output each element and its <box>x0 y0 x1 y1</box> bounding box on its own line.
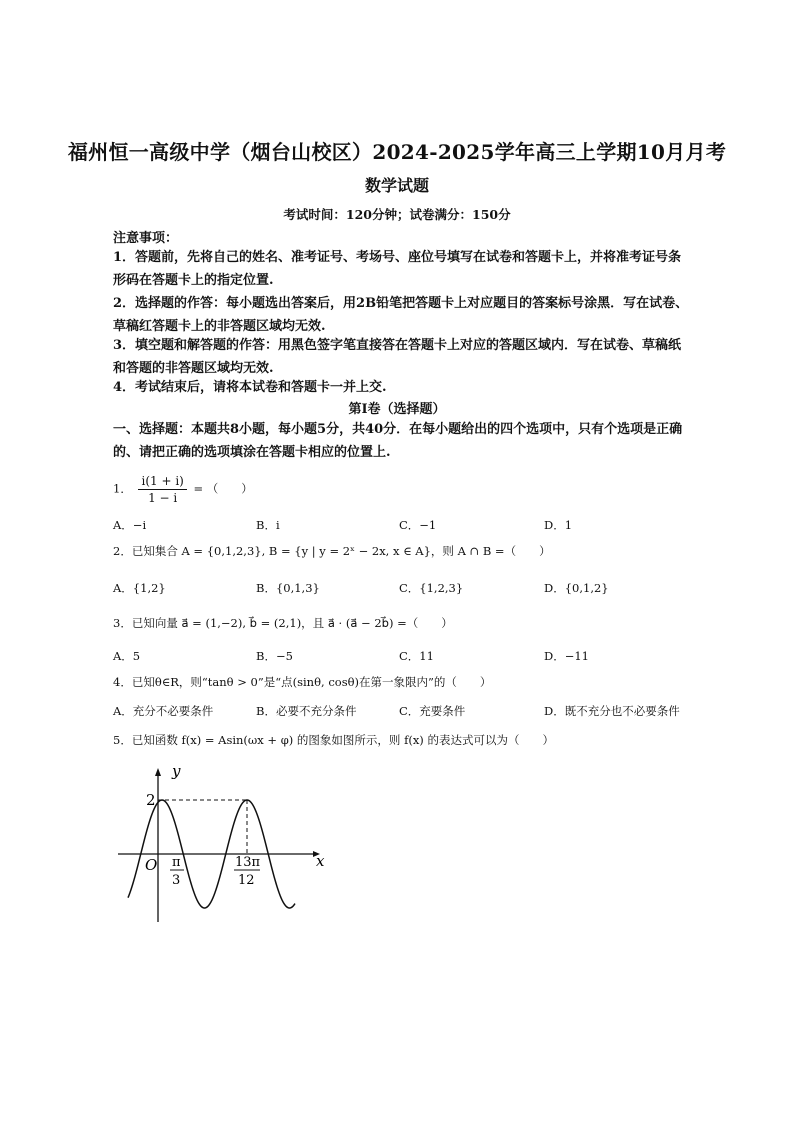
note-item: 3．填空题和解答题的作答：用黑色签字笔直接答在答题卡上对应的答题区域内．写在试卷、草稿纸和答题的非答题区域均无效. <box>113 338 682 376</box>
notes-heading: 注意事项： <box>113 231 179 246</box>
q3-option-d: D．−11 <box>544 649 589 663</box>
question-1 <box>113 474 253 505</box>
q1-fraction <box>138 474 186 505</box>
q1-numerator: i(1 + i) <box>138 474 186 490</box>
note-item: 1．答题前，先将自己的姓名、准考证号、考场号、座位号填写在试卷和答题卡上，并将准考证号条形码在答题卡上的指定位置. <box>113 250 682 288</box>
q4-option-c: C．充要条件 <box>399 704 466 718</box>
pi-over-3-denominator: 3 <box>172 873 181 888</box>
q1-tail: = （ ） <box>193 481 253 496</box>
note-item: 2．选择题的作答：每小题选出答案后，用2B铅笔把答题卡上对应题目的答案标号涂黑．写在试卷、草稿红答题卡上的非答题区域均无效. <box>113 296 689 334</box>
exam-subtitle: 数学试题 <box>364 176 429 195</box>
q4-option-b: B．必要不充分条件 <box>256 704 357 718</box>
q3-option-c: C．11 <box>399 649 434 663</box>
q4-option-d: D．既不充分也不必要条件 <box>544 704 680 718</box>
section-heading: 第Ⅰ卷（选择题） <box>348 402 446 417</box>
y-axis-label: y <box>172 762 181 780</box>
q1-option-d: D．1 <box>544 518 573 532</box>
q1-option-c: C．−1 <box>399 518 437 532</box>
q4-option-a: A．充分不必要条件 <box>113 704 214 718</box>
y-axis-arrow-icon <box>155 768 161 776</box>
exam-info: 考试时间：120分钟；试卷满分：150分 <box>283 207 511 222</box>
x-axis-label: x <box>316 852 325 870</box>
question-5: 5．已知函数 f(x) = Asin(ωx + φ) 的图象如图所示，则 f(x) 的表达式可以为（ ） <box>113 733 554 747</box>
question-3: 3．已知向量 a⃗ = (1,−2), b⃗ = (2,1)，且 a⃗ · (a⃗ − 2b⃗) =（ ） <box>113 616 453 630</box>
question-2: 2．已知集合 A = {0,1,2,3}, B = {y | y = 2ˣ − 2x, x ∈ A}，则 A ∩ B =（ ） <box>113 544 551 558</box>
q1-option-a: A．−i <box>113 518 147 532</box>
note-item: 4．考试结束后，请将本试卷和答题卡一并上交. <box>113 380 387 395</box>
q1-option-b: B．i <box>256 518 280 532</box>
question-4: 4．已知θ∈R，则“tanθ > 0”是“点(sinθ, cosθ)在第一象限内”的（ ） <box>113 675 492 689</box>
q2-option-d: D．{0,1,2} <box>544 581 609 595</box>
q1-denominator: 1 − i <box>148 491 178 505</box>
13pi-over-12-numerator: 13π <box>235 855 261 870</box>
q3-option-a: A．5 <box>113 649 141 663</box>
q1-number: 1． <box>113 481 132 496</box>
13pi-over-12-denominator: 12 <box>238 873 255 888</box>
q2-option-a: A．{1,2} <box>113 581 166 595</box>
section-intro: 一、选择题：本题共8小题，每小题5分，共40分．在每小题给出的四个选项中，只有个选项是正确的、请把正确的选项填涂在答题卡相应的位置上. <box>113 422 683 460</box>
q2-option-c: C．{1,2,3} <box>399 581 464 595</box>
pi-over-3-numerator: π <box>172 855 181 870</box>
q2-option-b: B．{0,1,3} <box>256 581 320 595</box>
max-value-label: 2 <box>146 791 156 809</box>
origin-label: O <box>145 856 158 874</box>
q3-option-b: B．−5 <box>256 649 293 663</box>
sine-graph-figure <box>110 762 330 927</box>
exam-title: 福州恒一高级中学（烟台山校区）2024-2025学年高三上学期10月月考 <box>67 140 727 164</box>
